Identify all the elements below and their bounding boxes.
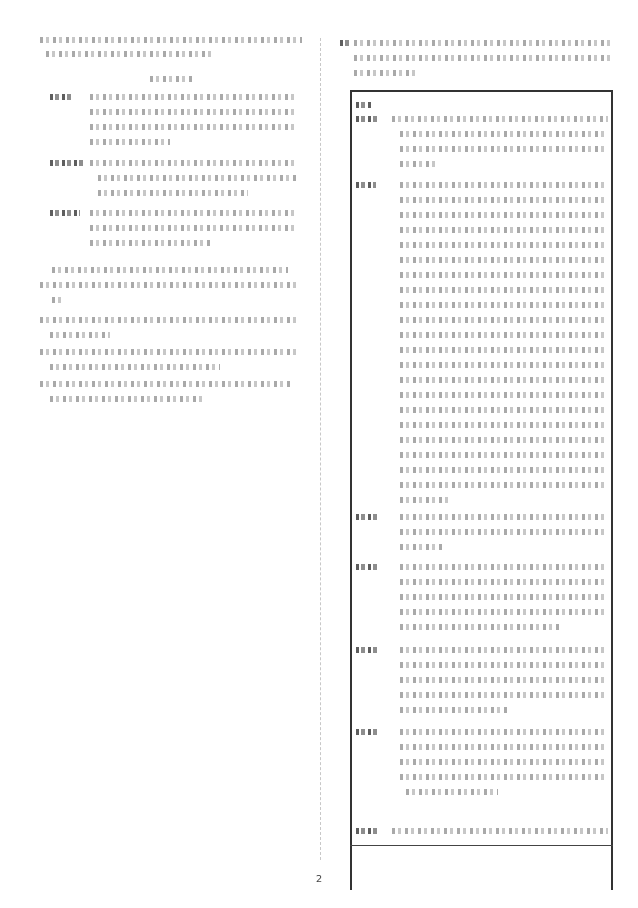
left-paragraph-1 — [40, 35, 310, 61]
box-label — [356, 100, 386, 110]
box-entry — [356, 727, 611, 805]
box-entry — [356, 180, 611, 510]
box-entry — [356, 645, 611, 723]
column-divider — [320, 38, 321, 860]
left-list-item — [40, 315, 305, 345]
boxed-section-bottom-rule — [350, 845, 613, 846]
box-entry — [356, 826, 611, 840]
left-list-item — [40, 379, 305, 409]
box-entry — [356, 512, 611, 558]
box-entry — [356, 114, 611, 174]
left-indented-item — [50, 208, 300, 252]
left-list-item — [40, 347, 305, 377]
left-indented-item — [50, 92, 300, 150]
box-entry — [356, 562, 611, 640]
right-intro-paragraph — [340, 38, 615, 86]
page-number: 2 — [315, 874, 323, 885]
left-centered-heading — [150, 74, 210, 84]
left-paragraph-2 — [40, 265, 305, 310]
left-indented-item — [50, 158, 300, 202]
